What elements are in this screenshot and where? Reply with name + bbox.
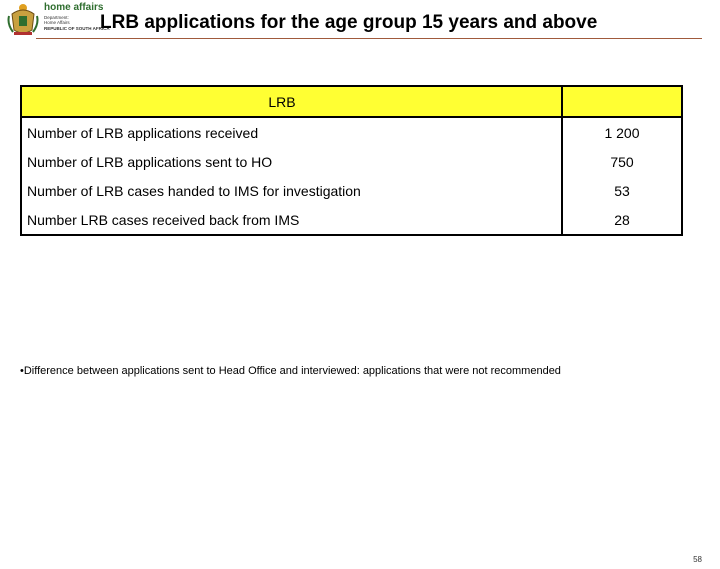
lrb-table (20, 85, 683, 236)
row-label: Number of LRB applications received (21, 117, 562, 147)
row-value: 1 200 (604, 124, 640, 141)
table-row (21, 147, 682, 176)
table-row (21, 205, 682, 235)
page-title: LRB applications for the age group 15 years and above (100, 12, 598, 33)
table-row (21, 117, 682, 147)
home-affairs-logo (6, 2, 110, 36)
row-label: Number of LRB cases handed to IMS for investigation (21, 176, 562, 205)
row-label: Number LRB cases received back from IMS (21, 205, 562, 235)
table-row (21, 176, 682, 205)
coat-of-arms-icon (6, 2, 40, 36)
logo-republic-text: REPUBLIC OF SOUTH AFRICA (44, 26, 110, 31)
table-header-label: LRB (21, 86, 562, 117)
page-number: 58 (693, 555, 702, 564)
logo-brand-text: home affairs (44, 2, 104, 13)
logo-home-affairs-text: Home Affairs (44, 20, 70, 25)
row-value: 53 (614, 182, 630, 199)
row-value: 28 (614, 211, 630, 228)
logo-department-text: Department: (44, 15, 69, 20)
title-divider-left (36, 38, 100, 39)
table-header-row (21, 86, 682, 117)
footnote: •Difference between applications sent to Head Office and interviewed: applications that were not recommended (20, 365, 561, 377)
title-divider (100, 38, 702, 39)
row-label: Number of LRB applications sent to HO (21, 147, 562, 176)
row-value: 750 (610, 153, 634, 170)
table-header-value (562, 86, 682, 117)
